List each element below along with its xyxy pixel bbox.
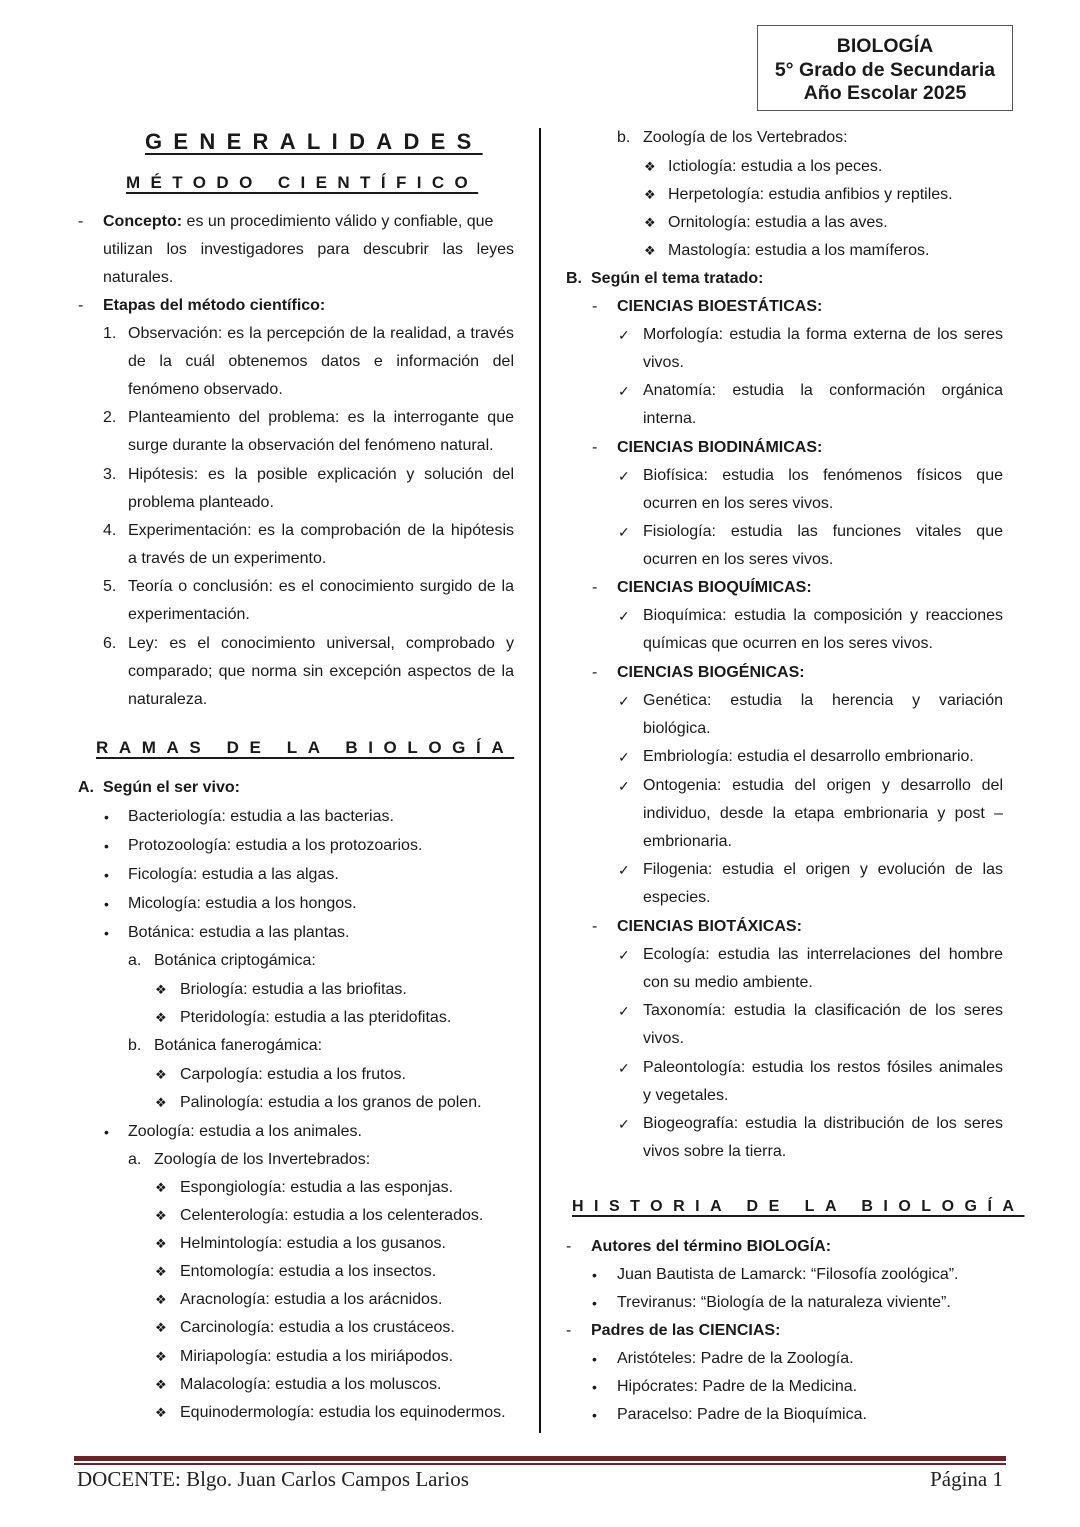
list-item: comparado; que norma sin excepción aspectos de la bbox=[128, 663, 514, 680]
footer-page-number: Página 1 bbox=[930, 1467, 1003, 1491]
list-item: Hipótesis: es la posible explicación y solución del bbox=[128, 466, 514, 483]
list-item: Herpetología: estudia anfibios y reptiles. bbox=[668, 186, 953, 203]
list-item: vivos sobre la tierra. bbox=[643, 1143, 787, 1160]
diamond-icon: ❖ bbox=[155, 1236, 167, 1251]
list-item: problema planteado. bbox=[128, 494, 274, 511]
list-item: Treviranus: “Biología de la naturaleza viviente”. bbox=[617, 1294, 951, 1311]
list-item: Bacteriología: estudia a las bacterias. bbox=[128, 808, 394, 825]
list-number: 2. bbox=[103, 409, 117, 426]
check-icon: ✓ bbox=[618, 1116, 630, 1132]
list-item: Carpología: estudia a los frutos. bbox=[180, 1066, 406, 1083]
list-item: Bioquímica: estudia la composición y reacciones bbox=[643, 607, 1003, 624]
check-icon: ✓ bbox=[618, 524, 630, 540]
list-number: 4. bbox=[103, 522, 117, 539]
list-item: Anatomía: estudia la conformación orgánica bbox=[643, 382, 1003, 399]
dash-icon: - bbox=[592, 439, 598, 456]
dash-icon: - bbox=[592, 298, 598, 315]
list-item: interna. bbox=[643, 410, 697, 427]
list-item: Paracelso: Padre de la Bioquímica. bbox=[617, 1406, 867, 1423]
diamond-icon: ❖ bbox=[644, 215, 656, 230]
list-number: 6. bbox=[103, 635, 117, 652]
diamond-icon: ❖ bbox=[155, 1292, 167, 1307]
sub-letter: a. bbox=[128, 952, 142, 969]
diamond-icon: ❖ bbox=[155, 1180, 167, 1195]
check-icon: ✓ bbox=[618, 749, 630, 765]
list-item: Espongiología: estudia a las esponjas. bbox=[180, 1179, 454, 1196]
concepto-text: es un procedimiento válido y confiable, que bbox=[182, 213, 494, 230]
footer-rule-thick bbox=[74, 1456, 1006, 1461]
group-title: CIENCIAS BIOGÉNICAS: bbox=[617, 664, 805, 681]
list-item: Taxonomía: estudia la clasificación de los seres bbox=[643, 1002, 1003, 1019]
list-item: Entomología: estudia a los insectos. bbox=[180, 1263, 437, 1280]
list-item: Juan Bautista de Lamarck: “Filosofía zoológica”. bbox=[617, 1266, 959, 1283]
list-item: Pteridología: estudia a las pteridofitas. bbox=[180, 1009, 452, 1026]
list-item: Zoología: estudia a los animales. bbox=[128, 1123, 362, 1140]
group-title: CIENCIAS BIOESTÁTICAS: bbox=[617, 298, 823, 315]
autores-title: Autores del término BIOLOGÍA: bbox=[591, 1238, 832, 1255]
check-icon: ✓ bbox=[618, 778, 630, 794]
bullet-icon: • bbox=[104, 1124, 109, 1140]
list-item: embrionaria. bbox=[643, 833, 732, 850]
diamond-icon: ❖ bbox=[644, 159, 656, 174]
list-item: Observación: es la percepción de la realidad, a través bbox=[128, 325, 514, 342]
section-title-generalidades: GENERALIDADES bbox=[145, 129, 483, 154]
list-item: Paleontología: estudia los restos fósiles animales bbox=[643, 1059, 1003, 1076]
list-item: Fisiología: estudia las funciones vitales que bbox=[643, 523, 1003, 540]
list-item: Morfología: estudia la forma externa de los seres bbox=[643, 326, 1003, 343]
bullet-icon: • bbox=[104, 925, 109, 941]
bullet-icon: • bbox=[592, 1379, 597, 1395]
list-item: Teoría o conclusión: es el conocimiento surgido de la bbox=[128, 578, 514, 595]
list-item: Ontogenia: estudia del origen y desarrollo del bbox=[643, 777, 1003, 794]
list-item: Aristóteles: Padre de la Zoología. bbox=[617, 1350, 854, 1367]
list-item: Biogeografía: estudia la distribución de los seres bbox=[643, 1115, 1003, 1132]
list-item: con su medio ambiente. bbox=[643, 974, 813, 991]
check-icon: ✓ bbox=[618, 1060, 630, 1076]
group-title: CIENCIAS BIOTÁXICAS: bbox=[617, 918, 802, 935]
dash-icon: - bbox=[78, 297, 84, 314]
ramas-b-title: Según el tema tratado: bbox=[591, 270, 764, 287]
padres-title: Padres de las CIENCIAS: bbox=[591, 1322, 781, 1339]
sub-title: Zoología de los Vertebrados: bbox=[643, 129, 848, 146]
bullet-icon: • bbox=[592, 1351, 597, 1367]
dash-icon: - bbox=[592, 664, 598, 681]
sub-title: Botánica criptogámica: bbox=[154, 952, 316, 969]
list-item: Micología: estudia a los hongos. bbox=[128, 895, 357, 912]
section-letter: B. bbox=[566, 270, 582, 287]
check-icon: ✓ bbox=[618, 947, 630, 963]
sub-letter: b. bbox=[128, 1037, 142, 1054]
concepto-line-3: naturales. bbox=[103, 269, 174, 286]
section-title-ramas: RAMAS DE LA BIOLOGÍA bbox=[96, 738, 515, 757]
list-item: Palinología: estudia a los granos de polen. bbox=[180, 1094, 482, 1111]
check-icon: ✓ bbox=[618, 383, 630, 399]
list-item: Miriapología: estudia a los miriápodos. bbox=[180, 1348, 454, 1365]
group-title: CIENCIAS BIOQUÍMICAS: bbox=[617, 579, 812, 596]
ramas-a-title: Según el ser vivo: bbox=[103, 779, 240, 796]
diamond-icon: ❖ bbox=[155, 982, 167, 997]
list-item: especies. bbox=[643, 889, 711, 906]
list-item: naturaleza. bbox=[128, 691, 208, 708]
list-item: Celenterología: estudia a los celenterados. bbox=[180, 1207, 484, 1224]
column-divider bbox=[539, 128, 541, 1433]
list-item: Malacología: estudia a los moluscos. bbox=[180, 1376, 442, 1393]
list-item: Filogenia: estudia el origen y evolución de las bbox=[643, 861, 1003, 878]
list-item: Ficología: estudia a las algas. bbox=[128, 866, 339, 883]
diamond-icon: ❖ bbox=[155, 1405, 167, 1420]
list-number: 5. bbox=[103, 578, 117, 595]
check-icon: ✓ bbox=[618, 327, 630, 343]
section-title-historia: HISTORIA DE LA BIOLOGÍA bbox=[572, 1198, 1025, 1215]
list-item: Carcinología: estudia a los crustáceos. bbox=[180, 1319, 455, 1336]
etapas-label: Etapas del método científico: bbox=[103, 297, 326, 314]
bullet-icon: • bbox=[104, 896, 109, 912]
section-title-metodo-cientifico: MÉTODO CIENTÍFICO bbox=[126, 173, 479, 192]
bullet-icon: • bbox=[104, 838, 109, 854]
list-item: Protozoología: estudia a los protozoarios. bbox=[128, 837, 423, 854]
list-item: Hipócrates: Padre de la Medicina. bbox=[617, 1378, 858, 1395]
dash-icon: - bbox=[592, 918, 598, 935]
bullet-icon: • bbox=[104, 809, 109, 825]
sub-title: Zoología de los Invertebrados: bbox=[154, 1151, 371, 1168]
dash-icon: - bbox=[566, 1322, 572, 1339]
list-item: ocurren en los seres vivos. bbox=[643, 495, 834, 512]
list-item: y vegetales. bbox=[643, 1087, 729, 1104]
list-item: químicas que ocurren en los seres vivos. bbox=[643, 635, 933, 652]
list-item: Ornitología: estudia a las aves. bbox=[668, 214, 888, 231]
grade-label: 5° Grado de Secundaria bbox=[774, 58, 996, 81]
sub-letter: a. bbox=[128, 1151, 142, 1168]
diamond-icon: ❖ bbox=[155, 1095, 167, 1110]
dash-icon: - bbox=[592, 579, 598, 596]
bullet-icon: • bbox=[592, 1407, 597, 1423]
list-item: Experimentación: es la comprobación de la hipótesis bbox=[128, 522, 514, 539]
diamond-icon: ❖ bbox=[644, 187, 656, 202]
diamond-icon: ❖ bbox=[155, 1264, 167, 1279]
diamond-icon: ❖ bbox=[155, 1377, 167, 1392]
list-item: Mastología: estudia a los mamíferos. bbox=[668, 242, 930, 259]
section-letter: A. bbox=[78, 779, 94, 796]
list-item: Ecología: estudia las interrelaciones del hombre bbox=[643, 946, 1003, 963]
sub-title: Botánica fanerogámica: bbox=[154, 1037, 323, 1054]
list-item: a través de un experimento. bbox=[128, 550, 327, 567]
diamond-icon: ❖ bbox=[155, 1320, 167, 1335]
list-item: surge durante la observación del fenómeno natural. bbox=[128, 437, 494, 454]
list-item: individuo, desde la etapa embrionaria y post – bbox=[643, 805, 1003, 822]
list-item: Botánica: estudia a las plantas. bbox=[128, 924, 350, 941]
list-item: vivos. bbox=[643, 354, 684, 371]
diamond-icon: ❖ bbox=[155, 1349, 167, 1364]
list-item: fenómeno observado. bbox=[128, 381, 283, 398]
group-title: CIENCIAS BIODINÁMICAS: bbox=[617, 439, 823, 456]
list-item: biológica. bbox=[643, 720, 711, 737]
bullet-icon: • bbox=[592, 1267, 597, 1283]
list-number: 1. bbox=[103, 325, 117, 342]
concepto-line-1 bbox=[103, 212, 514, 232]
concepto-label: Concepto: bbox=[103, 213, 183, 230]
dash-icon: - bbox=[566, 1238, 572, 1255]
school-year-label: Año Escolar 2025 bbox=[803, 82, 967, 104]
footer-teacher: DOCENTE: Blgo. Juan Carlos Campos Larios bbox=[77, 1467, 469, 1491]
diamond-icon: ❖ bbox=[155, 1067, 167, 1082]
document-header-box bbox=[757, 25, 1013, 111]
list-item: Aracnología: estudia a los arácnidos. bbox=[180, 1291, 443, 1308]
check-icon: ✓ bbox=[618, 1003, 630, 1019]
list-item: Genética: estudia la herencia y variación bbox=[643, 692, 1003, 709]
diamond-icon: ❖ bbox=[155, 1208, 167, 1223]
dash-icon: - bbox=[78, 213, 84, 230]
list-item: Ley: es el conocimiento universal, comprobado y bbox=[128, 635, 514, 652]
diamond-icon: ❖ bbox=[644, 243, 656, 258]
concepto-line-2: utilizan los investigadores para descubrir las leyes bbox=[103, 241, 514, 258]
check-icon: ✓ bbox=[618, 468, 630, 484]
bullet-icon: • bbox=[592, 1295, 597, 1311]
list-number: 3. bbox=[103, 466, 117, 483]
footer-rule-thin bbox=[74, 1463, 1006, 1465]
check-icon: ✓ bbox=[618, 693, 630, 709]
list-item: experimentación. bbox=[128, 606, 250, 623]
list-item: de la cuál obtenemos datos e información del bbox=[128, 353, 514, 370]
diamond-icon: ❖ bbox=[155, 1010, 167, 1025]
bullet-icon: • bbox=[104, 867, 109, 883]
list-item: Embriología: estudia el desarrollo embrionario. bbox=[643, 748, 974, 765]
list-item: Equinodermología: estudia los equinodermos. bbox=[180, 1404, 506, 1421]
list-item: Helmintología: estudia a los gusanos. bbox=[180, 1235, 446, 1252]
check-icon: ✓ bbox=[618, 862, 630, 878]
list-item: vivos. bbox=[643, 1030, 684, 1047]
sub-letter: b. bbox=[617, 129, 631, 146]
list-item: Biofísica: estudia los fenómenos físicos que bbox=[643, 467, 1003, 484]
subject-title: BIOLOGÍA bbox=[836, 35, 934, 57]
list-item: Ictiología: estudia a los peces. bbox=[668, 158, 883, 175]
list-item: ocurren en los seres vivos. bbox=[643, 551, 834, 568]
list-item: Planteamiento del problema: es la interrogante que bbox=[128, 409, 514, 426]
list-item: Briología: estudia a las briofitas. bbox=[180, 981, 407, 998]
check-icon: ✓ bbox=[618, 608, 630, 624]
